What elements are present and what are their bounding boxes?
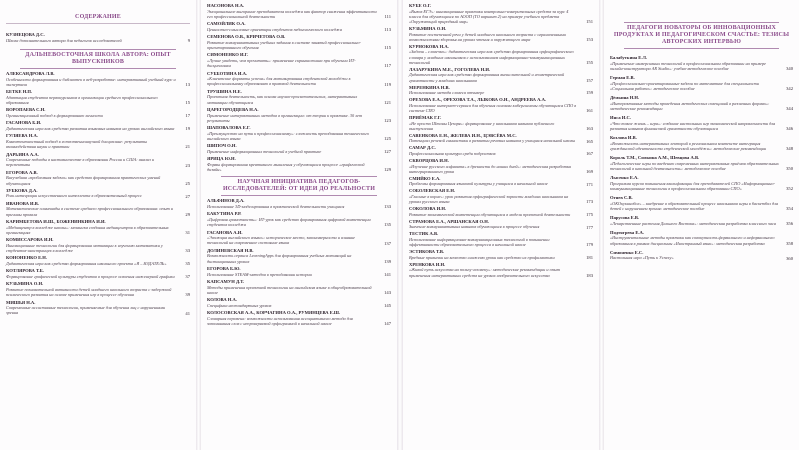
divider [221,195,377,196]
toc-title: Вредные привычки на качество сниженю уроки как средство их профилактики [409,254,555,260]
toc-author: ОРЕХОВА Е.А., ОРЕХОВА Т.А., ЛЫКОВА О.Н., АНДРЕЕВА А.А. [409,97,547,103]
toc-entry[interactable] [6,71,190,87]
toc-author: САМАР Д.С. [409,145,436,151]
toc-page-number: 13 [185,81,190,87]
section-heading: НАУЧНАЯ ИНИЦИАТИВА ПЕДАГОГОВ-ИССЛЕДОВАТЕЛЕЙ: ОТ ИДЕИ ДО РЕАЛЬНОСТИ [222,179,376,193]
toc-entry[interactable] [6,120,190,131]
toc-title: Дидактическая игра как средство формирования вычислительной и геометрической грамотности у младших школьников [409,72,565,83]
toc-title: Формирование графической культуры студентов в процессе освоения инженерной графики [6,274,175,280]
divider [20,49,176,50]
toc-title: Использование информационно-коммуникационных технологий в повышении эффективности образовательного процесса в начальной школе [409,236,550,248]
toc-entry[interactable] [207,89,391,105]
toc-author: Огнев С.В. [610,195,633,200]
toc-author: АЛЬФИНОВ Д.А. [207,198,245,204]
toc-title: «Цифровая грамотность»: ИТ-урок как средство формирования цифровой компетенции студентов колледжа [207,217,371,228]
toc-author: ШИПОЧ О.Н. [207,143,237,149]
toc-entry[interactable] [409,44,593,65]
toc-author: ЗУБКОВА Д.А. [6,187,38,193]
toc-entry[interactable] [6,268,190,279]
toc-page-number: 123 [384,117,391,123]
toc-list [201,3,397,172]
toc-entry[interactable] [207,266,391,277]
toc-author: КУЗЬМИНА О.Н. [6,281,44,287]
toc-author: КУБЕ О.Г. [409,3,432,8]
toc-entry[interactable] [207,156,391,172]
toc-author: СОБОЛЕВСКАЯ Е.Н. [409,188,456,194]
toc-entry[interactable] [409,249,593,260]
page-1 [0,0,196,450]
toc-title: Программа курсов повышения квалификации для преподавателей СПО «Информационно-коммуникационные технологии в профессиональном образовании СПО» [610,180,776,191]
toc-author: Инса И.С. [610,115,631,120]
toc-entry[interactable] [207,297,391,308]
divider [6,23,190,24]
toc-title: Использование STEAM-методов в преподавании истории [207,271,312,277]
toc-author: ХРЕНКОВА И.Н. [409,261,446,267]
toc-author: ТРУШИНА Н.Е. [207,88,242,94]
toc-author: ЯРИЦА Ю.Н. [207,156,236,162]
toc-entry[interactable] [610,215,793,226]
toc-title: Развитие познавательной активности детей младшего школьного возраста с задержкой психического развития на основе применения игр в процессе обучения [6,287,172,298]
toc-author: ЕГОРОВА А.В. [6,169,38,175]
toc-entry[interactable] [207,230,391,246]
toc-entry[interactable] [409,158,593,174]
toc-entry[interactable] [610,135,793,151]
toc-entry[interactable] [207,248,391,264]
page-4 [604,0,799,450]
toc-page-number: 133 [384,204,391,210]
toc-title: Использование интернет-сервиса для обучения основам кибергигиены обучающихся СПО в системе СПО [409,102,577,113]
toc-page-number: 159 [586,90,593,96]
toc-entry[interactable] [207,198,391,209]
toc-page-number: 151 [586,19,593,25]
toc-entry[interactable] [409,67,593,83]
toc-author: СИМОНЕНКО И.Г. [207,52,249,58]
toc-page-number: 183 [586,272,593,278]
toc-entry[interactable] [6,219,190,235]
toc-title: Потенциал речевой гимнастики в развитии речевых навыков у учащихся начальной школы [409,138,576,144]
toc-title: Современные ассистивные технологии, применяемые для обучения лиц с нарушениями зрения [6,305,166,316]
toc-page-number: 171 [586,181,593,187]
toc-author: КАПСАМУН Д.Т. [207,279,245,284]
toc-entry[interactable] [207,310,391,326]
toc-author: Парусова Е.В. [610,215,640,220]
toc-page-number: 157 [586,77,593,83]
toc-author: САВЕНКОВА Е.Н., ЖЕЛЕВА И.Н., ЦЭВСЁВА М.С. [409,132,517,138]
toc-author: ВОРОПАЕВА С.Н. [6,107,46,113]
toc-author: КУЗЬМИНА О.Н. [409,26,447,31]
toc-page-number: 119 [384,81,391,87]
toc-page-number: 41 [185,310,190,316]
toc-page-number: 39 [185,292,190,298]
toc-page-number: 153 [586,37,593,42]
toc-entry[interactable] [6,32,190,43]
toc-entry[interactable] [409,85,593,96]
toc-page-number: 161 [586,108,593,114]
toc-list [604,55,799,261]
toc-title: Особенности формирования и библиотек в веб-разработке: интерактивный учебный курс и экспертиза [6,76,176,87]
toc-title: «Вызов ЕГЭ»: инновационные практики контрольно-измерительных средств за курс 4 класса для обучающихся по АООП (ТО вариант 2) на примере учебного предмета «Окружающий природный мир» [409,8,569,24]
toc-title: Развитие экономической компетенции обучающихся в модели проектной деятельности [409,211,571,217]
toc-list [403,3,599,278]
toc-author: КУЗНЕЦОВА Д.С. [6,32,45,37]
toc-entry[interactable] [610,250,793,261]
toc-entry[interactable] [6,300,190,316]
toc-author: СОКОЛОВА И.Н. [409,206,447,212]
toc-page-number: 354 [786,206,793,211]
toc-author: КОМИССАРОВА И.Н. [6,237,54,243]
toc-entry[interactable] [610,195,793,211]
toc-entry[interactable] [207,211,391,227]
toc-page-number: 342 [786,86,793,91]
toc-entry[interactable] [207,3,391,19]
toc-author: Козлова И.В. [610,135,637,140]
toc-page-number: 346 [786,126,793,131]
toc-title: Ценностно-смысловые ориентиры студентов педагогического колледжа [207,26,342,32]
toc-page-number: 121 [384,99,391,105]
toc-title: «Педагогические игры по введению современных интерактивных приёмов образовательных технологий в школьной деятельности»: методическое пособие [610,160,779,171]
toc-title: Школа дополнительного автора для педагогов исследователей [6,37,122,43]
toc-author: БАКУТИНА Р.Р. [207,211,242,217]
toc-page-number: 113 [384,26,391,32]
toc-page-number: 340 [786,66,793,71]
toc-entry[interactable] [610,95,793,111]
toc-title: Дидактическая игра как средство формирования школьного проекта «Я – ИЗДАТЕЛЬ» [6,261,167,267]
toc-page-number: 177 [586,224,593,230]
toc-entry[interactable] [6,281,190,297]
toc-author: Балабуткина Е.Л. [610,55,648,60]
toc-page-number: 358 [786,240,793,246]
toc-title: Внеучебная «проблемная задача» как средство формирования практических умений обучающихся [6,175,161,186]
toc-entry[interactable] [6,152,190,168]
toc-page-number: 125 [384,136,391,142]
toc-page-number: 167 [586,151,593,157]
toc-author: Симоненко Е.С. [610,249,644,255]
toc-page-number: 181 [586,254,593,260]
toc-author: ЕГОРОВА Б.Ю. [207,266,241,272]
toc-page-number: 175 [586,211,593,217]
toc-page-number: 165 [586,138,593,144]
page-2 [201,0,397,450]
toc-title: Развитие коммуникативных учебных задания в системе занятий профессионально-ориентированного обучения [207,39,361,50]
toc-page-number: 137 [384,240,391,246]
toc-entry[interactable] [207,125,391,141]
toc-author: ТЕСТИК А.В. [409,231,439,237]
toc-entry[interactable] [207,143,391,154]
toc-page-number: 29 [185,211,190,217]
toc-page-number: 19 [185,126,190,132]
toc-author: КОЛОСОВСКАЯ А.А., КОРЧАГИНА О.А., РУМЯНЦЕВА Е.Ш. [207,310,341,316]
toc-page-number: 147 [384,321,391,327]
toc-title: Современные подходы в наставничестве в образовании России и США: анализ и перспективы [6,157,155,168]
toc-author: КОЛОВА Н.А. [207,297,237,303]
toc-entry[interactable] [409,262,593,278]
toc-page-number: 163 [586,125,593,131]
toc-title: «Инструментальные методы практики как совокупность формального и неформального образования в рамках дисциплины «Иностранный язык»: методическая разработка [610,235,775,246]
toc-page-number: 111 [384,14,391,19]
toc-page-number: 344 [786,106,793,111]
toc-author: ГАСАНОВА Б.И. [6,120,42,126]
toc-author: ШАПОВАЛОВА Е.Г. [207,125,251,131]
toc-author: БЕТКЕ Н.П. [6,89,33,95]
toc-entry[interactable] [207,52,391,68]
toc-page-number: 115 [384,45,391,51]
toc-entry[interactable] [409,231,593,247]
toc-entry[interactable] [409,133,593,144]
toc-title: Значение коммуникативных навыков обучающихся в процессе обучения [409,224,540,230]
section-heading: ПЕДАГОГИ НОВАТОРЫ ОБ ИННОВАЦИОННЫХ ПРОДУКТАХ И ПЕДАГОГИЧЕСКОМ СЧАСТЬЕ: ТЕЗИСЫ АВТОРСКИХ ИНТЕРВЬЮ [613,25,790,45]
toc-entry[interactable] [610,55,793,71]
toc-entry[interactable] [207,107,391,123]
toc-title: Методы применения проектной технологии на английском языке в общеобразовательной школе [207,284,372,295]
toc-title: Специфика нестандартных уроков [207,302,272,308]
toc-page-number: 25 [185,180,190,186]
toc-page-number: 139 [384,258,391,264]
toc-author: КАРИМБЕТОВА И.Ш., БОЖЕНИНКИНА И.И. [6,219,106,225]
toc-title: «ОКОкукинобол» – внедрение в образовательный процесс школьников игры в баскетбол для детей с нарушением зрения: методическое пособие [610,200,779,211]
toc-entry[interactable] [610,175,793,191]
toc-title: «Изучение русского алфавита» в древности до наших дней»: методическая разработка интегрированного урока [409,163,571,174]
toc-entry[interactable] [207,279,391,295]
toc-author: Герман Е.В. [610,75,635,80]
toc-entry[interactable] [409,176,593,187]
toc-author: СТРАМОВА Е.А., АРШАНСКАЯ О.Н. [409,218,489,224]
toc-list [201,198,397,326]
toc-title: «Лекарственные растения Дальнего Востока»: методическая разработка классного часа [610,220,777,226]
toc-page-number: 350 [786,166,793,171]
toc-author: КУРНОКОВА Н.А. [409,43,449,49]
toc-author: Дёмкина Н.Н. [610,95,640,100]
toc-author: ПРИЁМАК Г.Г. [409,114,442,120]
toc-title: «Медиацентр в колледже школы»: механизм создания медиацентров в образовательных организациях [6,224,169,235]
toc-title: Профессиональная культура среди подростков [409,150,496,156]
toc-title: Формы формирования креативного мышления у обучающихся процессе «графической дизайн» [207,161,365,173]
toc-page-number: 135 [384,222,391,228]
toc-author: МИШЬЯ Н.А. [6,299,36,305]
divider [221,176,377,177]
toc-author: СЕМЕНОВА О.В., КРИЧЕТОВА О.В. [207,34,286,40]
toc-author: ГУЛЯЕВА Н.А. [6,133,38,139]
toc-author: САМОЙЛИК О.А. [207,21,246,27]
toc-page-number: 9 [187,37,190,43]
toc-title: Использование метода словеса отчивере [409,90,485,96]
toc-entry[interactable] [6,107,190,118]
toc-page-number: 33 [185,248,190,254]
toc-page-number: 143 [384,290,391,295]
divider [20,68,176,69]
toc-author: Король Т.М., Сомкина А.М., Шевцова А.В. [610,155,700,160]
section-heading: ДАЛЬНЕВОСТОЧНАЯ ШКОЛА АВТОРА: ОПЫТ ВЫПУСКНИКОВ [25,51,171,65]
toc-title: Применение интерактивных методов в организации: от теории к практике. 30 лет результаты [207,112,363,123]
toc-page-number: 173 [586,199,593,205]
toc-title: Развитие постепенной речи у детей младшего школьного возраста с ограниченными возможностями здоровья на уроках чтения и окружающего мира [409,31,566,42]
toc-entry[interactable] [610,155,793,171]
toc-entry[interactable] [6,89,190,105]
divider [624,22,779,23]
toc-entry[interactable] [207,34,391,50]
toc-title: Применение информационных технологий в учебной практике [207,148,322,154]
toc-title: Проектная деятельность, как основа научно-просветительских, интерактивных мотивации обучающихся [207,94,358,105]
toc-page-number: 155 [586,60,593,65]
toc-title: Организационный подход к формированию личности [6,112,103,118]
toc-entry[interactable] [6,237,190,253]
toc-entry[interactable] [207,71,391,87]
toc-page-number: 37 [185,274,190,280]
toc-list [0,71,196,316]
toc-entry[interactable] [207,21,391,32]
toc-entry[interactable] [6,255,190,266]
toc-author: ЦАРЕГОРОДЦЕВА Н.А. [207,106,259,112]
toc-entry[interactable] [6,188,190,199]
toc-entry[interactable] [409,188,593,204]
toc-title: Дидактическая игра как средство развития языковых навыков на уроках английского языка [6,125,175,131]
toc-title: «Применение иммерсивных технологий в профессиональном образовании на примере онлайн-конструктора AR Studio»: учебно-методическое пособие [610,60,767,71]
toc-entry[interactable] [409,97,593,113]
toc-entry[interactable] [409,3,593,24]
toc-title: Проблемы формирования языковой культуры у учащихся в начальной школе [409,181,548,187]
toc-title: Роль интеграции искусственного интеллекта в образовательный процесс [6,193,143,199]
toc-page-number: 348 [786,146,793,151]
toc-page-number: 27 [185,193,190,199]
toc-author: КОТЛЯРОВА Т.Б. [6,268,44,274]
contents-heading: СОДЕРЖАНИЕ [75,14,121,20]
toc-author: СМИЙКО Е.А. [409,175,441,181]
toc-author: Лысенко Е.А. [610,175,639,180]
toc-title: Использование 3D-моделирования в практической деятельности учащихся [207,204,345,210]
toc-page-number: 23 [185,162,190,168]
toc-title: «Живой путь искусства на пользу человеку»: методические рекомендации и опыт применения интерактивных средств на уроках изобразительного искусства [409,267,560,278]
toc-title: Адаптация студентов первокурсников в организации среднего профессионального образования [6,94,158,105]
toc-entry[interactable] [409,115,593,131]
toc-page-number: 127 [384,149,391,155]
toc-title: «Профессионально-ориентированные задачи по математике для специальности «Социальная работа»: методическое пособие [610,80,759,91]
toc-title: «Эволюция английского языка»: историческое место, закономерности и влияние технологий на современное состояние языка [207,235,356,246]
toc-author: МЕРЕНКИНА Н.В. [409,84,450,90]
toc-title: Компетентностный подход в естественнонаучной дисциплине: результаты взаимодействия науки и практики [6,138,148,150]
toc-page-number: 129 [384,167,391,173]
toc-entry[interactable] [6,201,190,217]
toc-author: АЛЕКСАНДРОВА Л.В. [6,70,55,76]
toc-page-number: 179 [586,242,593,248]
toc-title: Настольная игра «Путь к Успеху» [610,255,674,261]
toc-entry[interactable] [610,75,793,91]
toc-entry[interactable] [610,115,793,131]
toc-title: Инновационные технологии для формирования мотивации к изучению математики у студентов-иностранцев в колледже [6,242,163,254]
toc-title: Эмоциональное выгорание преподавателя колледжа как фактор снижения эффективности его профессиональной деятельности [207,8,377,19]
toc-page-number: 141 [384,271,391,277]
toc-title: Математические олимпиады в системе среднего профессионального образования: опыт и причины провала [6,206,173,217]
toc-author: ДОЛИНЕВСКАЯ Н.В. [207,247,254,253]
toc-entry[interactable] [6,170,190,186]
toc-page-number: 17 [185,113,190,119]
toc-entry[interactable] [409,219,593,230]
toc-page-number: 15 [185,100,190,106]
toc-title: «Преимущество на пути к профессионализму»: сложность преподавания технического английского языка [207,130,369,141]
toc-author: Подтягрева Е.А. [610,229,645,235]
toc-entry[interactable] [409,206,593,217]
toc-author: ЛАЗАРУКИНА М.Е., ГОГОЛЕВА Н.И. [409,66,491,72]
toc-author: ИВАНОВА И.В. [6,200,39,206]
toc-page-number: 360 [786,255,793,261]
toc-title: Возможность сервиса LearningApps для формирования учебных мотиваций на дистанционных уроках [207,253,352,264]
divider [624,48,779,49]
toc-title: Словарная перемена: возможности использования ассоциативного метода для запоминания слов с непроверяемой орфограммой в начальной школе [207,315,353,326]
toc-entry[interactable] [409,145,593,156]
toc-entry[interactable] [409,26,593,42]
toc-page-number: 352 [786,186,793,191]
toc-page-number: 35 [185,261,190,267]
toc-title: «Возможность интерактивных лекторий в региональном контексте интеграция гражданской идентичности студенческой молодёжи»: методические рекомендации [610,140,767,151]
toc-title: «Задачи – словечко»: дидактическая игра как средство формирования орфографического словаря у младших школьников с использованием информационно-коммуникационных технологий [409,49,574,65]
toc-title: «Не просто Штаны Цезаря»: формирование у школьников навыков публичного выступления [409,120,555,131]
toc-page-number: 117 [384,63,391,69]
toc-title: «Интерактивные методы проведения методических совещаний в различных формах»: методические рекомендации [610,100,770,111]
toc-author: КОНОНЕНКО Е.Н. [6,255,48,261]
toc-title: «Что такое жизнь – игра»: создание настольных игр экономической направленности для развития навыков финансовой грамотности обучающихся [610,120,776,131]
toc-page-number: 356 [786,220,793,226]
toc-author: СКВОРЦОВА И.Н. [409,157,449,163]
toc-author: СУББОТИНА И.А. [207,70,248,76]
toc-author: ЭСТИКОВА Т.В. [409,249,445,255]
toc-title: «Клиентские форматы успеха» для мотивирования студентской молодёжи к профессиональному образованию в правовой деятельности [207,76,351,87]
toc-author: ГАСАНОВА А.И. [207,229,243,235]
page-3 [403,0,599,450]
toc-entry[interactable] [6,133,190,149]
toc-author: ДАРЬИНА А.А. [6,151,39,157]
toc-page-number: 145 [384,302,391,308]
toc-page-number: 21 [185,144,190,150]
toc-title: «Гласные в корне»: урок развития орфографической зоркости младших школьников на уроках русского языка [409,193,569,205]
toc-title: «Лучше увидеть, чем прочитать»: применение скринкастинга при обучении ИТ-дисциплинам [207,57,356,69]
toc-page-number: 31 [185,230,190,236]
toc-entry[interactable] [610,230,793,246]
toc-page-number: 169 [586,168,593,174]
toc-author: НАСОНОВА Н.А. [207,3,245,8]
